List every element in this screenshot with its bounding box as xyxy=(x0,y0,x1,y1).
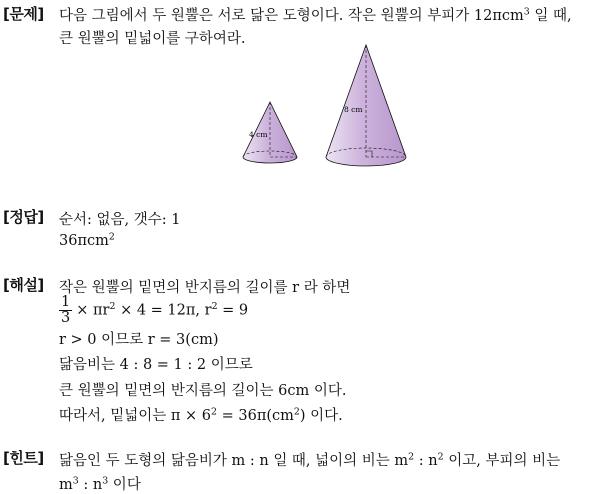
answer-line-1: 순서: 없음, 갯수: 1 xyxy=(59,212,181,228)
solution-tag: [해설] xyxy=(3,276,44,294)
answer-tag: [정답] xyxy=(3,208,44,226)
similar-cones-figure xyxy=(238,42,418,177)
solution-line-3: r > 0 이므로 r = 3(cm) xyxy=(59,332,219,348)
solution-line-5: 큰 원뿔의 밑면의 반지름의 길이는 6cm 이다. xyxy=(59,383,347,399)
hint-line-1: 닮음인 두 도형의 닮음비가 m : n 일 때, 넓이의 비는 $m^2$ : $n^2$ 이고, 부피의 비는 xyxy=(59,451,561,469)
large-cone xyxy=(326,45,406,166)
solution-line-6: 따라서, 밑넓이는 $\pi \times 6^2 = 36\pi(cm^2)$ 이다. xyxy=(59,406,343,424)
hint-tag: [힌트] xyxy=(3,449,44,467)
solution-line-4: 닮음비는 4 : 8 = 1 : 2 이므로 xyxy=(59,357,253,373)
large-cone-label: 8 cm xyxy=(344,105,363,114)
answer-line-2: 36πcm$^2$ xyxy=(59,231,115,249)
hint-line-2: $m^3$ : $n^3$ 이다 xyxy=(59,475,141,493)
small-cone xyxy=(243,102,297,163)
small-cone-label: 4 cm xyxy=(249,130,268,139)
problem-line-2: 큰 원뿔의 밑넓이를 구하여라. xyxy=(59,31,246,47)
problem-tag: [문제] xyxy=(3,5,44,23)
one-third-fraction: $\frac{1}{3}$ xyxy=(61,294,71,326)
solution-line-2: $\frac{1}{3}$ × $\pi r^2 \times 4 = 12\pi$, $r^2 = 9$ xyxy=(61,294,249,326)
problem-line-1: 다음 그림에서 두 원뿔은 서로 닮은 도형이다. 작은 원뿔의 부피가 12πcm$^3$ 일 때, xyxy=(59,6,572,24)
solution-line-1: 작은 원뿔의 밑면의 반지름의 길이를 r 라 하면 xyxy=(59,280,351,296)
